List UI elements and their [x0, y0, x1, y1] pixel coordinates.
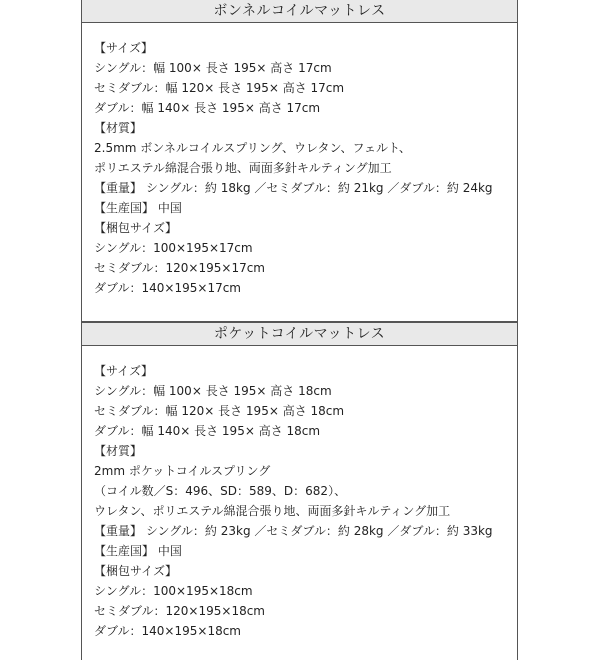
material-line-1: 2.5mm ボンネルコイルスプリング、ウレタン、フェルト、 [94, 141, 411, 155]
size-double: ダブル：幅 140× 長さ 195× 高さ 18cm [94, 424, 321, 438]
material-line-3: ウレタン、ポリエステル綿混合張り地、両面多針キルティング加工 [94, 504, 451, 518]
package-single: シングル：100×195×17cm [94, 241, 253, 255]
package-double: ダブル：140×195×17cm [94, 281, 241, 295]
origin-line: 【生産国】 中国 [94, 201, 182, 215]
package-heading: 【梱包サイズ】 [94, 564, 178, 578]
size-semidouble: セミダブル：幅 120× 長さ 195× 高さ 18cm [94, 404, 345, 418]
origin-line: 【生産国】 中国 [94, 544, 182, 558]
material-heading: 【材質】 [94, 444, 143, 458]
bonnell-spec-box [81, 0, 518, 322]
size-heading: 【サイズ】 [94, 41, 154, 55]
material-line-2: （コイル数／S：496、SD：589、D：682）、 [94, 484, 347, 498]
material-line-2: ポリエステル綿混合張り地、両面多針キルティング加工 [94, 161, 392, 175]
package-semidouble: セミダブル：120×195×18cm [94, 604, 265, 618]
size-single: シングル：幅 100× 長さ 195× 高さ 17cm [94, 61, 332, 75]
weight-line: 【重量】 シングル：約 18kg ／セミダブル：約 21kg ／ダブル：約 24kg [94, 181, 493, 195]
package-heading: 【梱包サイズ】 [94, 221, 178, 235]
material-heading: 【材質】 [94, 121, 143, 135]
package-semidouble: セミダブル：120×195×17cm [94, 261, 265, 275]
size-single: シングル：幅 100× 長さ 195× 高さ 18cm [94, 384, 332, 398]
size-semidouble: セミダブル：幅 120× 長さ 195× 高さ 17cm [94, 81, 345, 95]
pocket-spec-box [81, 322, 518, 660]
bonnell-spec-title: ボンネルコイルマットレス [82, 0, 517, 23]
weight-line: 【重量】 シングル：約 23kg ／セミダブル：約 28kg ／ダブル：約 33kg [94, 524, 493, 538]
package-double: ダブル：140×195×18cm [94, 624, 241, 638]
material-line-1: 2mm ポケットコイルスプリング [94, 464, 271, 478]
bonnell-spec-body [82, 23, 517, 298]
pocket-spec-title: ポケットコイルマットレス [82, 322, 517, 346]
size-heading: 【サイズ】 [94, 364, 154, 378]
package-single: シングル：100×195×18cm [94, 584, 253, 598]
size-double: ダブル：幅 140× 長さ 195× 高さ 17cm [94, 101, 321, 115]
pocket-spec-body [82, 346, 517, 641]
